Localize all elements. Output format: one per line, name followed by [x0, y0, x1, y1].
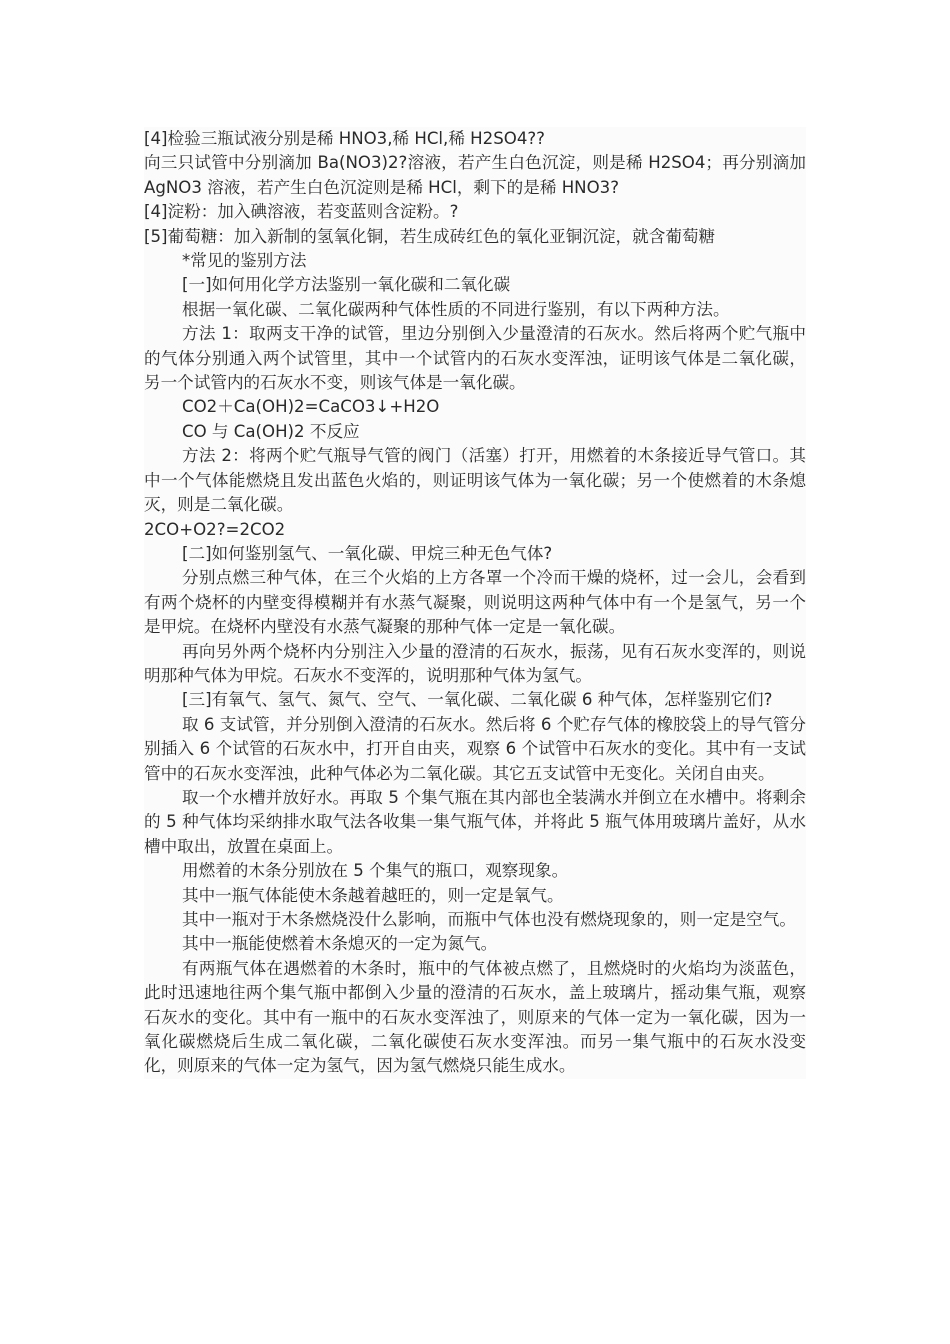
paragraph: 取 6 支试管，并分别倒入澄清的石灰水。然后将 6 个贮存气体的橡胶袋上的导气管分别插入 6 个试管的石灰水中，打开自由夹，观察 6 个试管中石灰水的变化。其中有一支试管中的石灰水变浑浊，此种气体必为二氧化碳。其它五支试管中无变化。关闭自由夹。 [144, 714, 806, 783]
paragraph: 方法 1：取两支干净的试管，里边分别倒入少量澄清的石灰水。然后将两个贮气瓶中的气体分别通入两个试管里，其中一个试管内的石灰水变浑浊，证明该气体是二氧化碳，另一个试管内的石灰水不变，则该气体是一氧化碳。 [144, 324, 806, 393]
paragraph: [5]葡萄糖：加入新制的氢氧化铜，若生成砖红色的氧化亚铜沉淀，就含葡萄糖 [144, 226, 716, 246]
section-heading: *常见的鉴别方法 [182, 251, 307, 271]
paragraph: 再向另外两个烧杯内分别注入少量的澄清的石灰水，振荡，见有石灰水变浑的，则说明那种气体为甲烷。石灰水不变浑的，说明那种气体为氢气。 [144, 641, 806, 685]
paragraph: 其中一瓶能使燃着木条熄灭的一定为氮气。 [182, 934, 498, 954]
section-heading: [二]如何鉴别氢气、一氧化碳、甲烷三种无色气体? [182, 543, 553, 563]
paragraph: 取一个水槽并放好水。再取 5 个集气瓶在其内部也全装满水并倒立在水槽中。将剩余的 5 种气体均采纳排水取气法各收集一集气瓶气体，并将此 5 瓶气体用玻璃片盖好，从水槽中取出，放置在桌面上。 [144, 787, 806, 856]
paragraph: 其中一瓶气体能使木条越着越旺的，则一定是氧气。 [182, 885, 564, 905]
paragraph: 分别点燃三种气体，在三个火焰的上方各罩一个冷而干燥的烧杯，过一会儿，会看到有两个烧杯的内壁变得模糊并有水蒸气凝聚，则说明这两种气体中有一个是氢气，另一个是甲烷。在烧杯内壁没有水蒸气凝聚的那种气体一定是一氧化碳。 [144, 568, 806, 637]
document-body [144, 127, 806, 1079]
paragraph: 其中一瓶对于木条燃烧没什么影响，而瓶中气体也没有燃烧现象的，则一定是空气。 [182, 910, 796, 929]
section-heading: [三]有氧气、氢气、氮气、空气、一氧化碳、二氧化碳 6 种气体，怎样鉴别它们? [182, 690, 773, 710]
paragraph: 根据一氧化碳、二氧化碳两种气体性质的不同进行鉴别，有以下两种方法。 [182, 299, 730, 319]
paragraph: [4]检验三瓶试液分别是稀 HNO3,稀 HCl,稀 H2SO4?? [144, 129, 545, 148]
section-heading: [一]如何用化学方法鉴别一氧化碳和二氧化碳 [182, 275, 511, 295]
paragraph: 有两瓶气体在遇燃着的木条时，瓶中的气体被点燃了，且燃烧时的火焰均为淡蓝色，此时迅速地往两个集气瓶中都倒入少量的澄清的石灰水，盖上玻璃片，摇动集气瓶，观察石灰水的变化。其中有一瓶中的石灰水变浑浊了，则原来的气体一定为一氧化碳，因为一氧化碳燃烧后生成二氧化碳，二氧化碳使石灰水变浑浊。而另一集气瓶中的石灰水没变化，则原来的气体一定为氢气，因为氢气燃烧只能生成水。 [144, 958, 806, 1076]
paragraph: 用燃着的木条分别放在 5 个集气的瓶口，观察现象。 [182, 861, 569, 881]
equation: CO2＋Ca(OH)2=CaCO3↓+H2O [182, 397, 440, 417]
paragraph: [4]淀粉：加入碘溶液，若变蓝则含淀粉。? [144, 202, 459, 222]
paragraph: 方法 2：将两个贮气瓶导气管的阀门（活塞）打开，用燃着的木条接近导气管口。其中一个气体能燃烧且发出蓝色火焰的，则证明该气体为一氧化碳；另一个使燃着的木条熄灭，则是二氧化碳。 [144, 446, 806, 515]
paragraph: 向三只试管中分别滴加 Ba(NO3)2?溶液，若产生白色沉淀，则是稀 H2SO4；再分别滴加 AgNO3 溶液，若产生白色沉淀则是稀 HCl，剩下的是稀 HNO3? [144, 153, 806, 197]
equation: CO 与 Ca(OH)2 不反应 [182, 421, 360, 441]
equation: 2CO+O2?=2CO2 [144, 519, 286, 539]
